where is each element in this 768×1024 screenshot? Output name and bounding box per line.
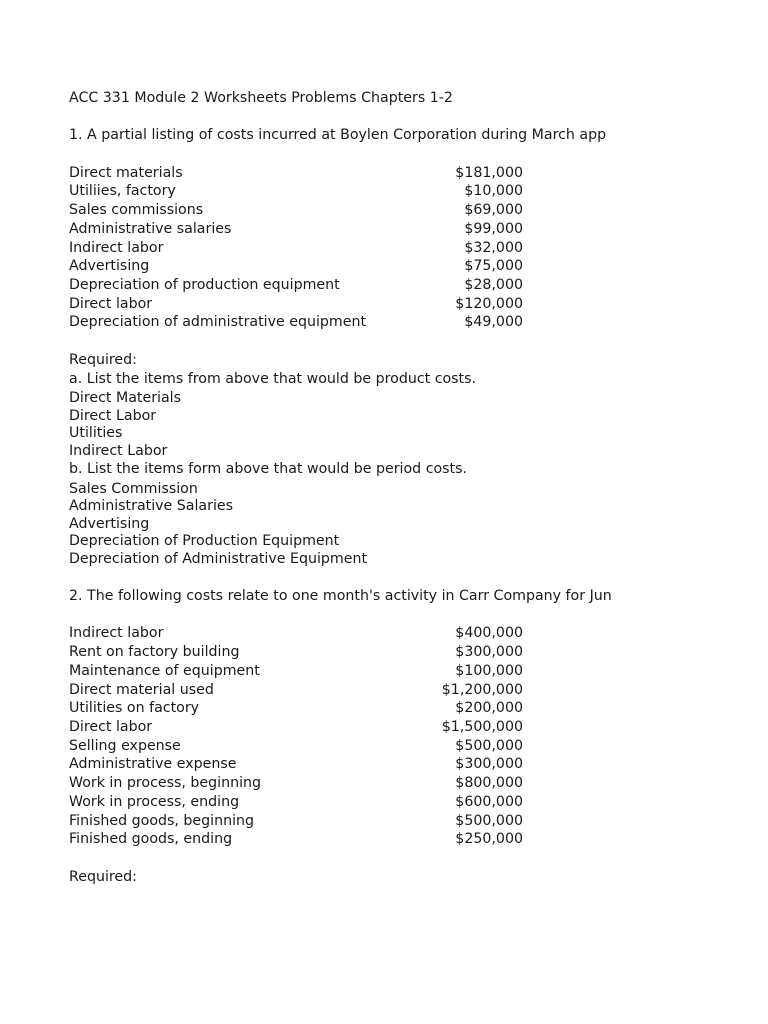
cost-label: Finished goods, ending bbox=[69, 831, 233, 848]
problem1-intro: 1. A partial listing of costs incurred at Boylen Corporation during March app bbox=[69, 127, 607, 144]
cost-amount: $600,000 bbox=[455, 793, 523, 810]
cost-row bbox=[69, 643, 523, 662]
cost-amount: $800,000 bbox=[455, 775, 523, 792]
answer-item: Indirect Labor bbox=[69, 442, 168, 459]
answer-item: Depreciation of Administrative Equipment bbox=[69, 550, 368, 567]
cost-amount: $181,000 bbox=[455, 164, 523, 181]
cost-amount: $300,000 bbox=[455, 644, 523, 661]
product-costs-answers bbox=[69, 390, 639, 460]
answer-item: Direct Labor bbox=[69, 407, 157, 424]
cost-label: Utiliies, factory bbox=[69, 183, 176, 200]
cost-row bbox=[69, 774, 523, 793]
period-costs-answers bbox=[69, 481, 639, 569]
spacer bbox=[69, 108, 639, 127]
cost-amount: $120,000 bbox=[455, 295, 523, 312]
cost-amount: $75,000 bbox=[464, 258, 523, 275]
cost-label: Advertising bbox=[69, 258, 150, 275]
cost-label: Maintenance of equipment bbox=[69, 662, 260, 679]
cost-label: Administrative expense bbox=[69, 756, 237, 773]
cost-row bbox=[69, 737, 523, 756]
answer-item: Utilities bbox=[69, 425, 123, 442]
cost-label: Indirect labor bbox=[69, 239, 164, 256]
cost-row bbox=[69, 239, 523, 258]
answer-item: Direct Materials bbox=[69, 390, 182, 407]
cost-row bbox=[69, 295, 523, 314]
cost-amount: $300,000 bbox=[455, 756, 523, 773]
cost-amount: $28,000 bbox=[464, 277, 523, 293]
cost-label: Direct materials bbox=[69, 164, 183, 181]
cost-amount: $200,000 bbox=[455, 700, 523, 717]
problem2-intro: 2. The following costs relate to one month's activity in Carr Company for Jun bbox=[69, 588, 612, 605]
cost-label: Rent on factory building bbox=[69, 644, 240, 661]
cost-row bbox=[69, 830, 523, 849]
document-title: ACC 331 Module 2 Worksheets Problems Chapters 1-2 bbox=[69, 90, 453, 106]
cost-label: Depreciation of administrative equipment bbox=[69, 314, 367, 331]
cost-label: Utilities on factory bbox=[69, 700, 200, 717]
cost-label: Direct material used bbox=[69, 681, 214, 698]
cost-label: Direct labor bbox=[69, 295, 153, 312]
cost-amount: $250,000 bbox=[455, 831, 523, 848]
cost-row bbox=[69, 624, 523, 643]
problem1-part-b: b. List the items form above that would be period costs. bbox=[69, 461, 468, 478]
cost-amount: $69,000 bbox=[464, 202, 523, 219]
problem1-required: Required: bbox=[69, 351, 137, 368]
cost-amount: $400,000 bbox=[455, 625, 523, 642]
answer-item: Depreciation of Production Equipment bbox=[69, 533, 340, 550]
document-page bbox=[69, 89, 639, 886]
cost-row bbox=[69, 220, 523, 239]
problem2-cost-table bbox=[69, 624, 639, 848]
cost-row bbox=[69, 276, 523, 295]
cost-row bbox=[69, 313, 523, 332]
cost-row bbox=[69, 164, 523, 183]
cost-amount: $1,500,000 bbox=[441, 719, 523, 735]
cost-amount: $500,000 bbox=[455, 812, 523, 829]
cost-label: Selling expense bbox=[69, 737, 181, 754]
cost-amount: $49,000 bbox=[464, 314, 523, 331]
spacer bbox=[69, 606, 639, 625]
cost-amount: $99,000 bbox=[464, 220, 523, 237]
cost-label: Finished goods, beginning bbox=[69, 812, 255, 829]
cost-row bbox=[69, 793, 523, 812]
cost-label: Indirect labor bbox=[69, 625, 164, 642]
problem2-required: Required: bbox=[69, 868, 137, 885]
cost-row bbox=[69, 718, 523, 737]
spacer bbox=[69, 849, 639, 868]
spacer bbox=[69, 568, 639, 587]
cost-row bbox=[69, 257, 523, 276]
cost-row bbox=[69, 681, 523, 700]
cost-row bbox=[69, 812, 523, 831]
cost-label: Direct labor bbox=[69, 719, 153, 735]
spacer bbox=[69, 332, 639, 351]
problem1-cost-table bbox=[69, 164, 639, 332]
cost-label: Administrative salaries bbox=[69, 220, 232, 237]
cost-label: Work in process, beginning bbox=[69, 775, 262, 792]
cost-label: Depreciation of production equipment bbox=[69, 277, 340, 293]
problem1-part-a: a. List the items from above that would be product costs. bbox=[69, 370, 477, 387]
cost-label: Work in process, ending bbox=[69, 793, 240, 810]
cost-row bbox=[69, 182, 523, 201]
cost-amount: $100,000 bbox=[455, 662, 523, 679]
cost-amount: $1,200,000 bbox=[441, 681, 523, 698]
cost-row bbox=[69, 755, 523, 774]
answer-item: Administrative Salaries bbox=[69, 498, 234, 515]
cost-amount: $10,000 bbox=[464, 183, 523, 200]
cost-row bbox=[69, 662, 523, 681]
cost-row bbox=[69, 699, 523, 718]
spacer bbox=[69, 145, 639, 164]
answer-item: Sales Commission bbox=[69, 480, 198, 497]
cost-row bbox=[69, 201, 523, 220]
answer-item: Advertising bbox=[69, 515, 150, 532]
cost-amount: $500,000 bbox=[455, 737, 523, 754]
cost-amount: $32,000 bbox=[464, 239, 523, 256]
cost-label: Sales commissions bbox=[69, 202, 204, 219]
